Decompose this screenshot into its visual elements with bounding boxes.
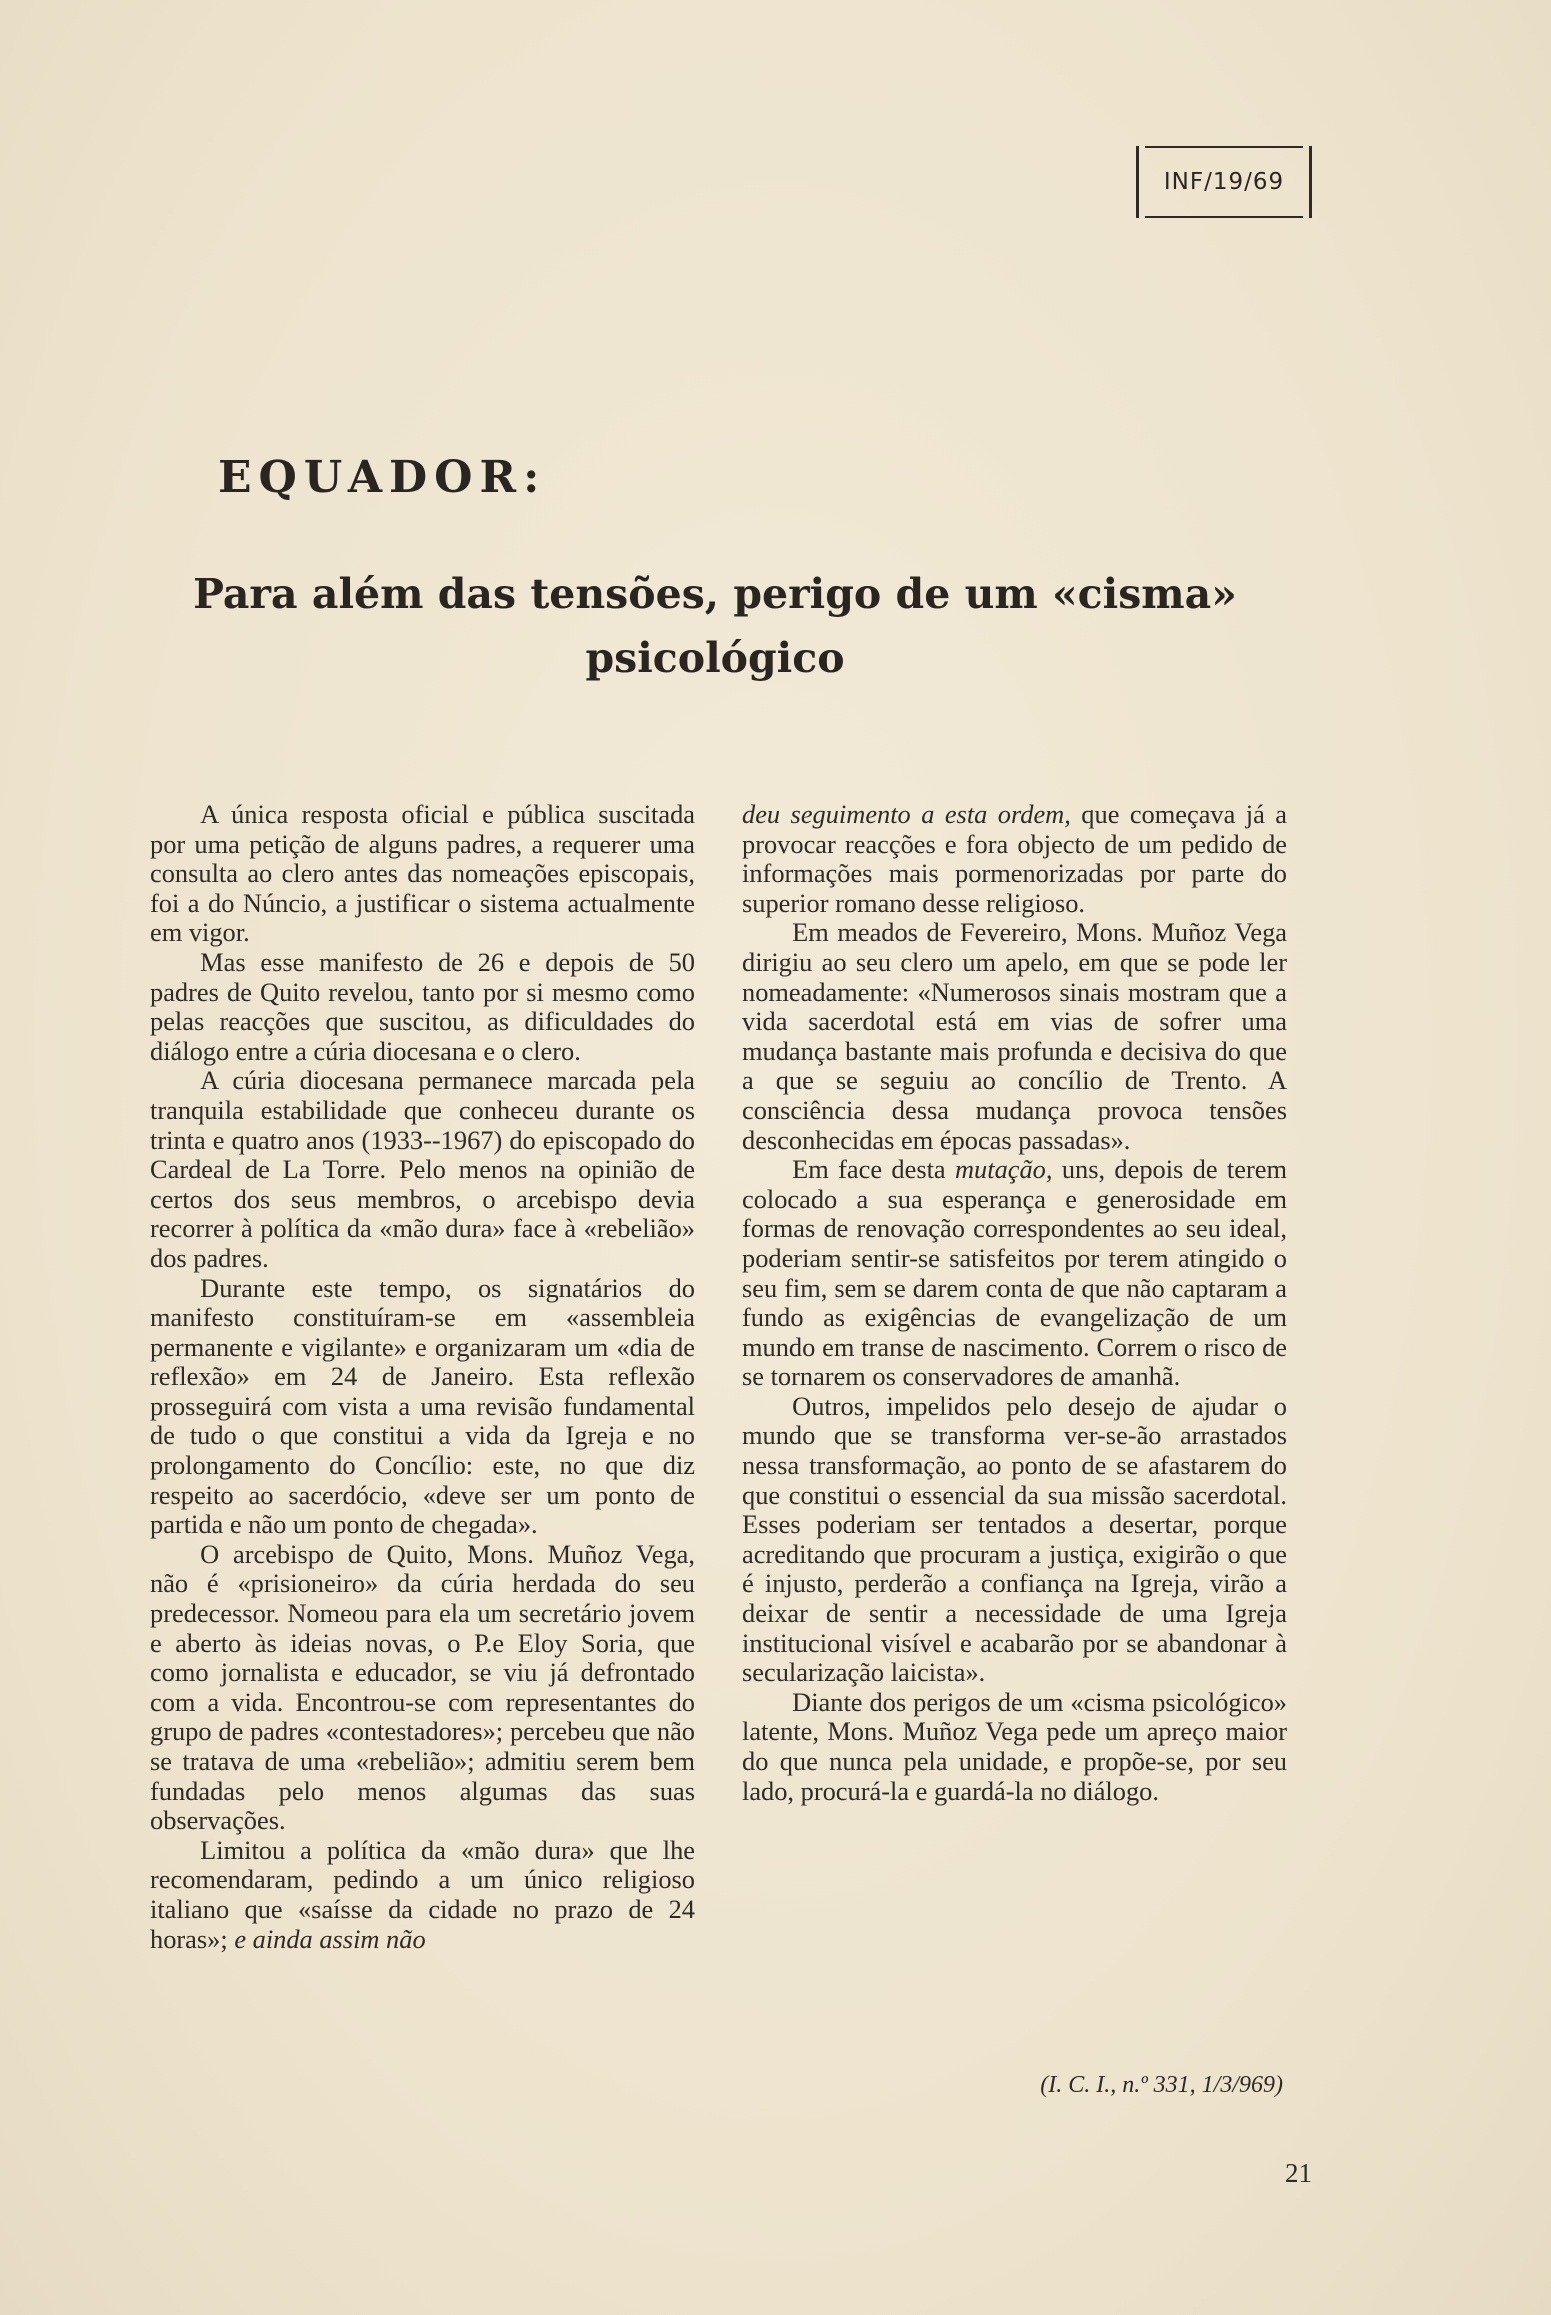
paragraph: A única resposta oficial e pública suscitada por uma petição de alguns padres, a requerer uma consulta ao clero antes das nomeações episcopais, foi a do Núncio, a justificar o sistema actualmente em vigor. (150, 799, 695, 948)
paragraph (742, 800, 1287, 918)
paragraph: Diante dos perigos de um «cisma psicológico» latente, Mons. Muñoz Vega pede um apreço maior do que nunca pela unidade, e propõe-se, por seu lado, procurá-la e guardá-la no diálogo. (742, 1686, 1287, 1806)
country-heading: EQUADOR: (218, 452, 547, 503)
paragraph-text: que começava já a provocar reacções e fora objecto de um pedido de informações mais pormenorizadas por parte do superior romano desse religioso. (742, 799, 1287, 918)
paragraph-text: Limitou a política da «mão dura» que lhe recomendaram, pedindo a um único religioso italiano que «saísse da cidade no prazo de 24 horas»; (150, 1834, 695, 1954)
left-column (150, 800, 695, 1954)
paragraph: Em meados de Fevereiro, Mons. Muñoz Vega dirigiu ao seu clero um apelo, em que se pode ler nomeadamente: «Numerosos sinais mostram que a vida sacerdotal está em vias de sofrer uma mudança bastante mais profunda e decisiva do que a que se seguiu ao concílio de Trento. A consciência dessa mudança provoca tensões desconhecidas em épocas passadas». (742, 917, 1287, 1155)
page-number: 21 (1285, 2158, 1312, 2188)
paragraph: Durante este tempo, os signatários do manifesto constituíram-se em «assembleia permanente e vigilante» e organizaram um «dia de reflexão» em 24 de Janeiro. Esta reflexão prosseguirá com vista a uma revisão fundamental de tudo o que constitui a vida da Igreja e no prolongamento do Concílio: este, no que diz respeito ao sacerdócio, «deve ser um ponto de partida e não um ponto de chegada». (150, 1272, 695, 1540)
italic-text: mutação, (954, 1154, 1053, 1185)
paragraph (742, 1155, 1287, 1392)
source-citation: (I. C. I., n.º 331, 1/3/969) (1040, 2072, 1283, 2098)
italic-text: e ainda assim não (234, 1923, 426, 1954)
paragraph: A cúria diocesana permanece marcada pela tranquila estabilidade que conheceu durante os trinta e quatro anos (1933--1967) do episcopado do Cardeal de La Torre. Pelo menos na opinião de certos dos seus membros, o arcebispo devia recorrer à política da «mão dura» face à «rebelião» dos padres. (150, 1065, 695, 1273)
paragraph: Mas esse manifesto de 26 e depois de 50 padres de Quito revelou, tanto por si mesmo como pelas reacções que suscitou, as dificuldades do diálogo entre a cúria diocesana e o clero. (150, 946, 695, 1066)
paragraph-text: uns, depois de terem colocado a sua esperança e generosidade em formas de renovação correspondentes ao seu ideal, poderiam sentir-se satisfeitos por terem atingido o seu fim, sem se darem conta de que não captaram a fundo as exigências de evangelização de um mundo em transe de nascimento. Correm o risco de se tornarem os conservadores de amanhã. (742, 1154, 1287, 1392)
reference-box (1136, 146, 1312, 218)
right-column (742, 800, 1287, 1806)
paragraph: Outros, impelidos pelo desejo de ajudar o mundo que se transforma ver-se-ão arrastados nessa transformação, ao ponto de se afastarem do que constitui o essencial da sua missão sacerdotal. Esses poderiam ser tentados a desertar, porque acreditando que procuram a justiça, exigirão o que é injusto, perderão a confiança na Igreja, virão a deixar de sentir a necessidade de uma Igreja institucional visível e acabarão por se abandonar à secularização laicista». (742, 1390, 1287, 1688)
paragraph-text: Em face desta (792, 1154, 946, 1185)
paragraph (150, 1836, 695, 1954)
paragraph: O arcebispo de Quito, Mons. Muñoz Vega, não é «prisioneiro» da cúria herdada do seu predecessor. Nomeou para ela um secretário jovem e aberto às ideias novas, o P.e Eloy Soria, que como jornalista e educador, se viu já defrontado com a vida. Encontrou-se com representantes do grupo de padres «contestadores»; percebeu que não se tratava de uma «rebelião»; admitiu serem bem fundadas pelo menos algumas das suas observações. (150, 1538, 695, 1836)
reference-code: INF/19/69 (1163, 169, 1285, 195)
article-headline: Para além das tensões, perigo de um «cisma» psicológico (193, 570, 1237, 682)
italic-text: deu seguimento a esta ordem, (742, 799, 1071, 829)
